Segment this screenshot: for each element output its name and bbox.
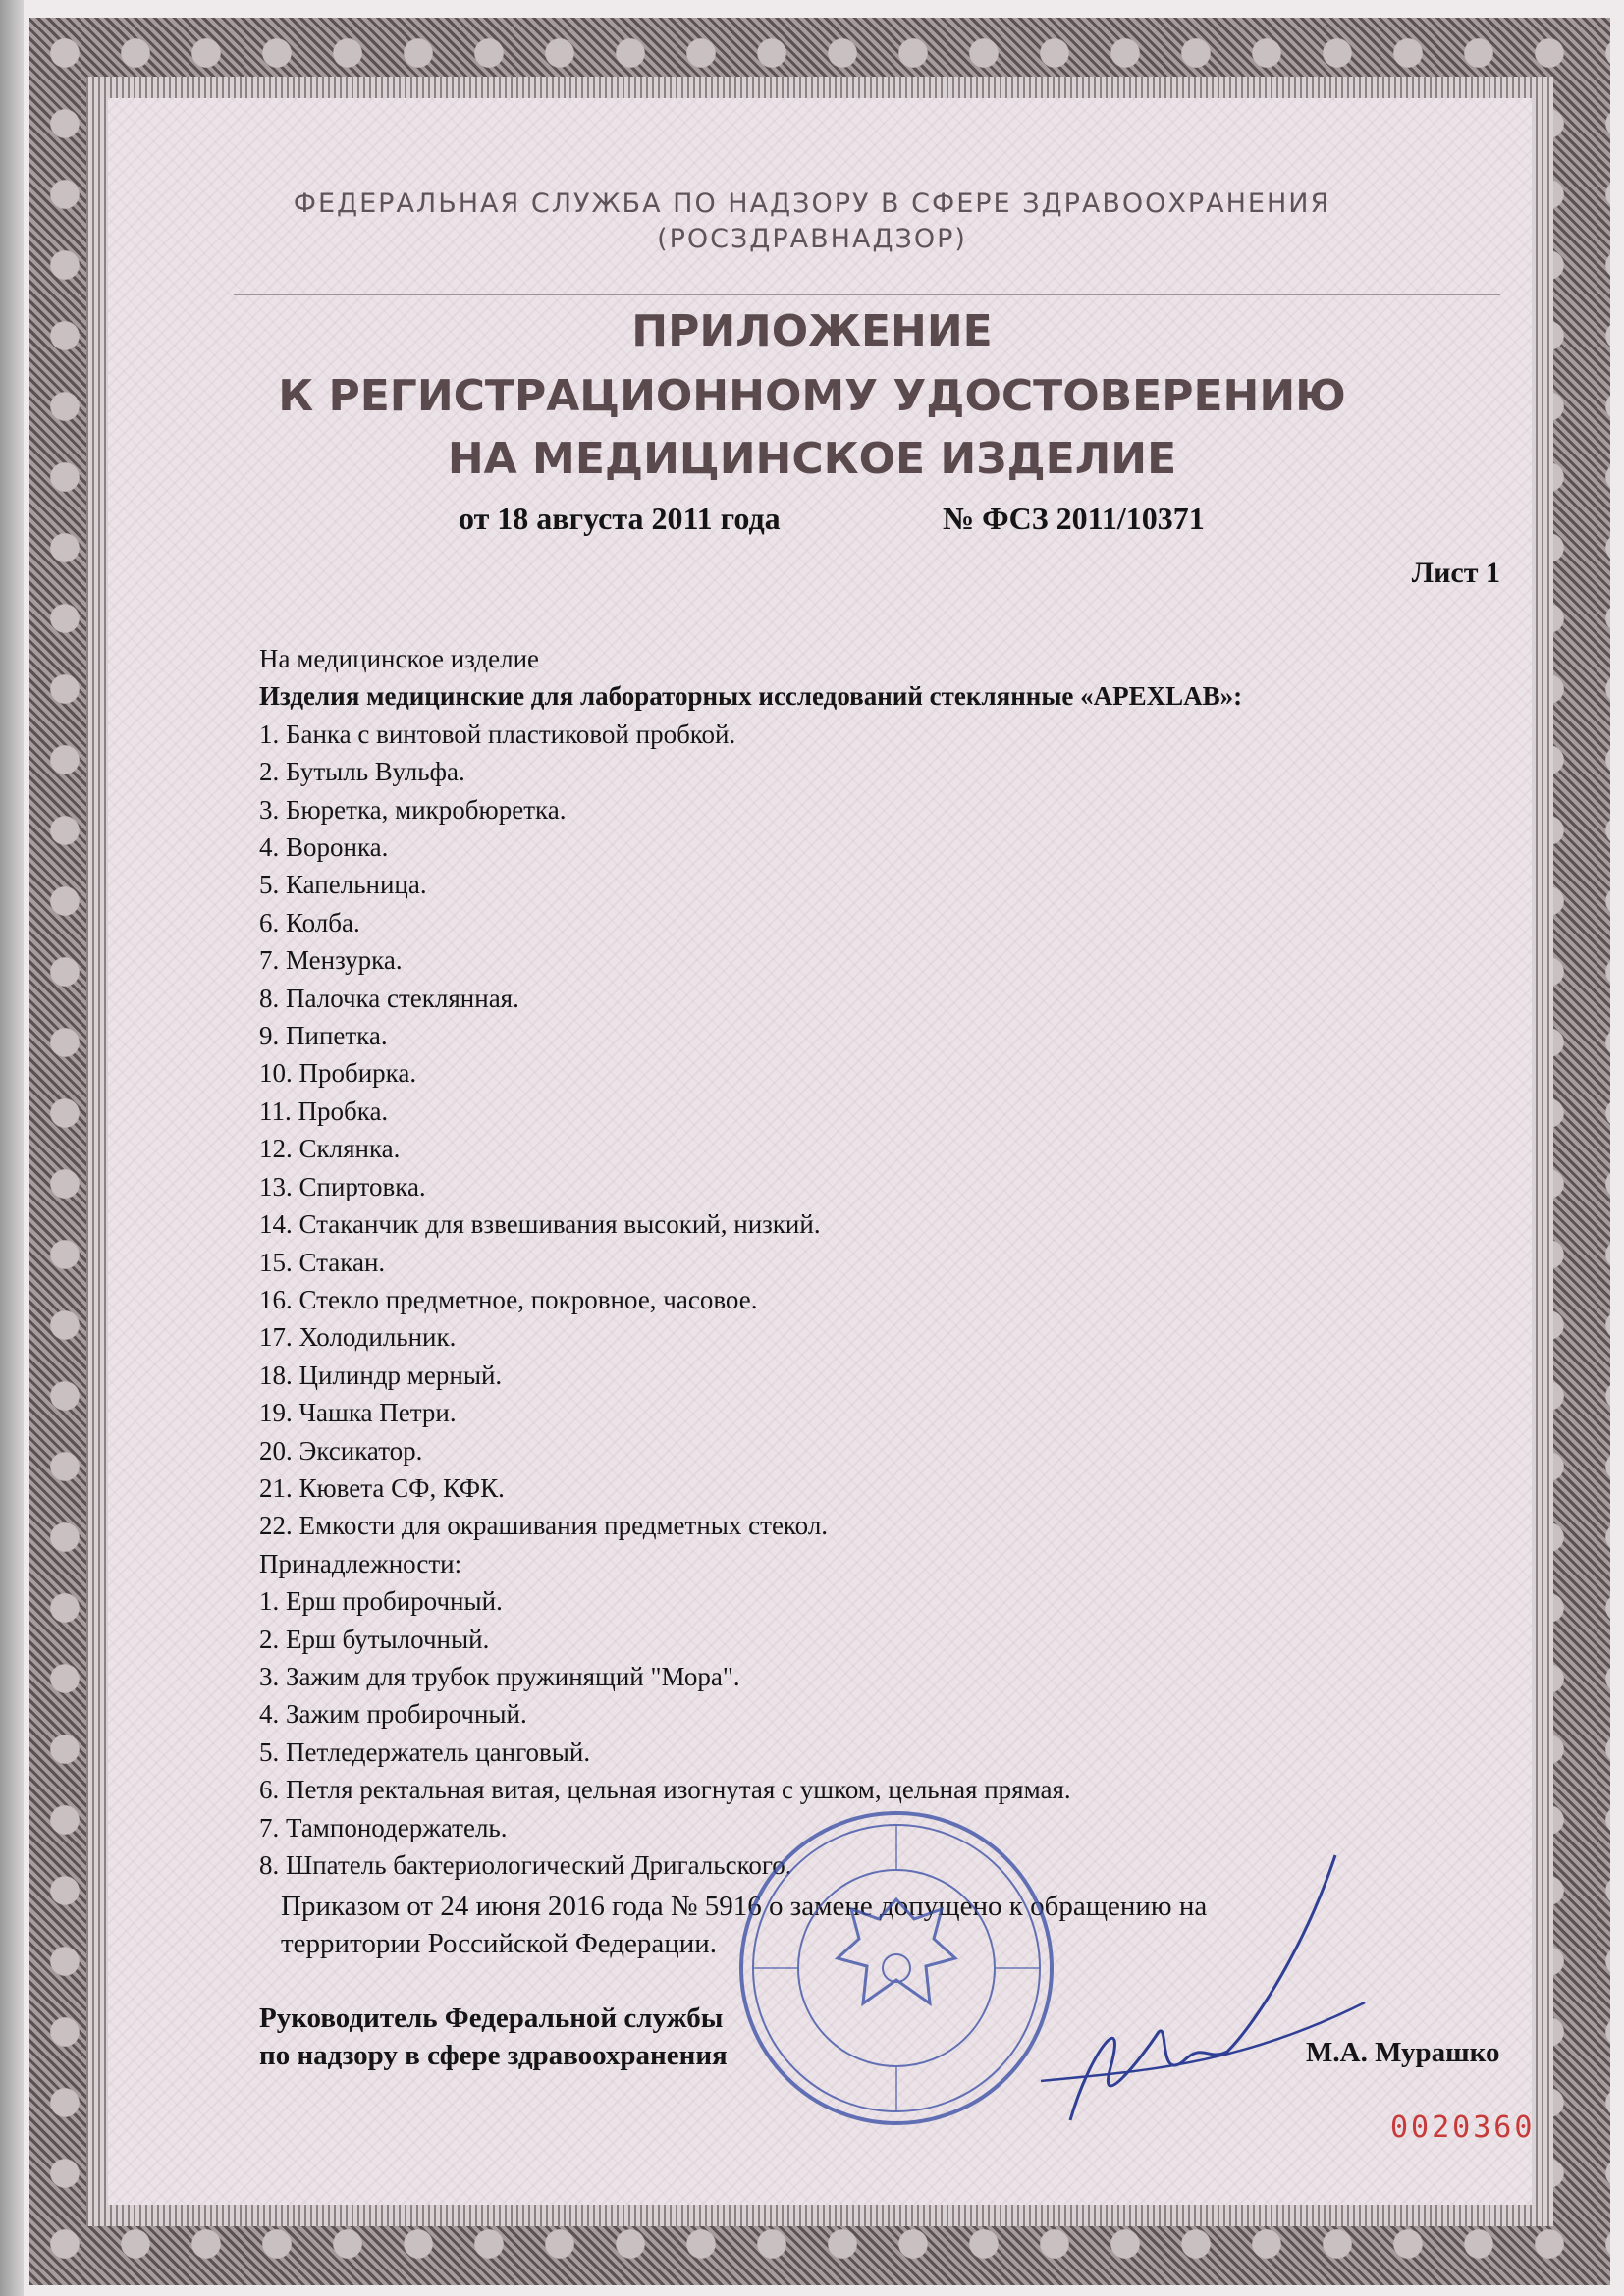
- signatory-position: [259, 2000, 728, 2074]
- document-body: [259, 640, 1242, 1884]
- sheet-number: Лист 1: [1411, 557, 1500, 589]
- signature-icon: [1021, 1836, 1375, 2150]
- list-item: 6. Колба.: [259, 907, 360, 937]
- list-item: 18. Цилиндр мерный.: [259, 1360, 503, 1390]
- signatory-position-line: по надзору в сфере здравоохранения: [259, 2040, 728, 2071]
- list-item: 13. Спиртовка.: [259, 1171, 426, 1201]
- accessory-item: 7. Тампонодержатель.: [259, 1812, 508, 1842]
- list-item: 15. Стакан.: [259, 1247, 386, 1277]
- list-item: 8. Палочка стеклянная.: [259, 983, 519, 1013]
- certificate-date: от 18 августа 2011 года: [459, 501, 781, 536]
- accessory-item: 4. Зажим пробирочный.: [259, 1699, 527, 1730]
- official-stamp-icon: [734, 1806, 1058, 2130]
- list-item: 20. Эксикатор.: [259, 1435, 423, 1466]
- accessories-label: Принадлежности:: [259, 1548, 462, 1578]
- list-item: 1. Банка с винтовой пластиковой пробкой.: [259, 719, 736, 749]
- accessory-item: 6. Петля ректальная витая, цельная изогнутая с ушком, цельная прямая.: [259, 1775, 1071, 1805]
- intro-text: На медицинское изделие: [259, 644, 540, 673]
- document-subtitle-1: К РЕГИСТРАЦИОННОМУ УДОСТОВЕРЕНИЮ: [278, 371, 1346, 421]
- agency-name: ФЕДЕРАЛЬНАЯ СЛУЖБА ПО НАДЗОРУ В СФЕРЕ ЗДРАВООХРАНЕНИЯ: [293, 188, 1331, 219]
- agency-abbreviation: (РОСЗДРАВНАДЗОР): [657, 224, 967, 254]
- certificate-number: № ФСЗ 2011/10371: [943, 501, 1205, 536]
- accessory-item: 1. Ерш пробирочный.: [259, 1586, 503, 1617]
- document-title: ПРИЛОЖЕНИЕ: [631, 306, 993, 356]
- order-note-line: территории Российской Федерации.: [281, 1928, 718, 1959]
- list-item: 2. Бутыль Вульфа.: [259, 757, 465, 787]
- signatory-position-line: Руководитель Федеральной службы: [259, 2002, 724, 2034]
- list-item: 16. Стекло предметное, покровное, часовое.: [259, 1284, 758, 1314]
- list-item: 3. Бюретка, микробюретка.: [259, 794, 567, 825]
- list-item: 11. Пробка.: [259, 1095, 389, 1126]
- accessory-item: 2. Ерш бутылочный.: [259, 1624, 490, 1654]
- items-list: [259, 716, 1242, 1545]
- list-item: 10. Пробирка.: [259, 1058, 417, 1089]
- list-item: 4. Воронка.: [259, 832, 389, 863]
- list-item: 19. Чашка Петри.: [259, 1398, 457, 1428]
- list-item: 14. Стаканчик для взвешивания высокий, низкий.: [259, 1209, 821, 1240]
- list-item: 7. Мензурка.: [259, 945, 403, 976]
- list-item: 12. Склянка.: [259, 1134, 401, 1164]
- signatory-name: М.А. Мурашко: [1306, 2037, 1500, 2068]
- list-item: 21. Кювета СФ, КФК.: [259, 1472, 505, 1503]
- document-subtitle-2: НА МЕДИЦИНСКОЕ ИЗДЕЛИЕ: [447, 434, 1177, 484]
- header-divider: [234, 294, 1500, 295]
- list-item: 5. Капельница.: [259, 870, 427, 900]
- accessory-item: 3. Зажим для трубок пружинящий "Мора".: [259, 1661, 740, 1691]
- accessory-item: 8. Шпатель бактериологический Дригальского.: [259, 1850, 792, 1880]
- accessory-item: 5. Петледержатель цанговый.: [259, 1736, 591, 1767]
- list-item: 9. Пипетка.: [259, 1021, 388, 1051]
- order-note-line: Приказом от 24 июня 2016 года № 5916 о замене допущено к обращению на: [281, 1891, 1208, 1922]
- list-item: 17. Холодильник.: [259, 1322, 457, 1353]
- serial-number: 0020360: [1390, 2110, 1536, 2145]
- list-item: 22. Емкости для окрашивания предметных стекол.: [259, 1511, 829, 1541]
- product-name: Изделия медицинские для лабораторных исследований стеклянные «APEXLAB»:: [259, 681, 1243, 712]
